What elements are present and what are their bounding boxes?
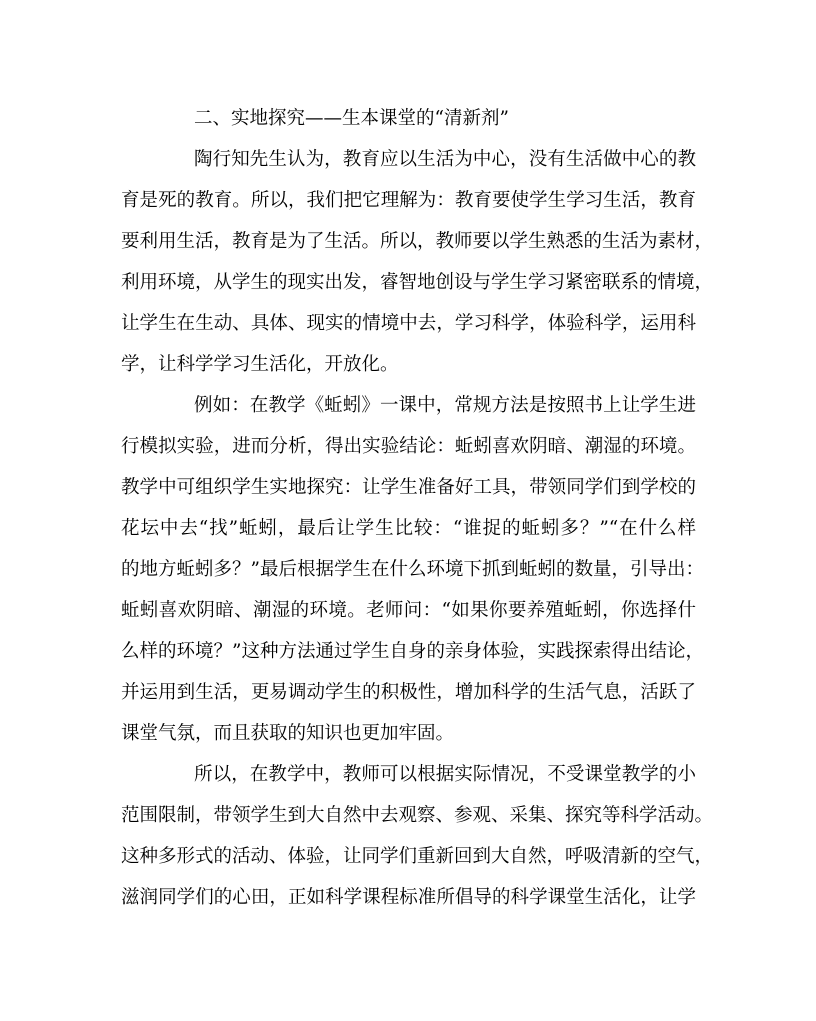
paragraph-line: 滋润同学们的心田，正如科学课程标准所倡导的科学课堂生活化，让学 [121, 887, 696, 908]
paragraph-line: 并运用到生活，更易调动学生的积极性，增加科学的生活气息，活跃了 [121, 682, 696, 703]
paragraph-line: 学，让科学学习生活化，开放化。 [121, 354, 399, 375]
paragraph-line: 利用环境，从学生的现实出发，睿智地创设与学生学习紧密联系的情境， [121, 272, 714, 293]
paragraph-line: 这种多形式的活动、体验，让同学们重新回到大自然，呼吸清新的空气， [121, 846, 714, 867]
paragraph-line: 例如：在教学《蚯蚓》一课中，常规方法是按照书上让学生进 [194, 395, 696, 416]
paragraph-line: 让学生在生动、具体、现实的情境中去，学习科学，体验科学，运用科 [121, 313, 696, 334]
paragraph-line: 么样的环境？”这种方法通过学生自身的亲身体验，实践探索得出结论， [121, 641, 704, 662]
paragraph-line: 育是死的教育。所以，我们把它理解为：教育要使学生学习生活，教育 [121, 190, 696, 211]
section-heading: 二、实地探究——生本课堂的“清新剂” [194, 108, 509, 129]
paragraph-line: 花坛中去“找”蚯蚓，最后让学生比较：“谁捉的蚯蚓多？”“在什么样 [121, 518, 696, 539]
paragraph-line: 教学中可组织学生实地探究：让学生准备好工具，带领同学们到学校的 [121, 477, 696, 498]
paragraph-line: 所以，在教学中，教师可以根据实际情况，不受课堂教学的小 [194, 764, 696, 785]
paragraph-line: 范围限制，带领学生到大自然中去观察、参观、采集、探究等科学活动。 [121, 805, 714, 826]
paragraph-line: 课堂气氛，而且获取的知识也更加牢固。 [121, 723, 455, 744]
paragraph-line: 蚯蚓喜欢阴暗、潮湿的环境。老师问：“如果你要养殖蚯蚓，你选择什 [121, 600, 696, 621]
paragraph-line: 行模拟实验，进而分析，得出实验结论：蚯蚓喜欢阴暗、潮湿的环境。 [121, 436, 696, 457]
paragraph-line: 的地方蚯蚓多？”最后根据学生在什么环境下抓到蚯蚓的数量，引导出： [121, 559, 704, 580]
paragraph-line: 陶行知先生认为，教育应以生活为中心，没有生活做中心的教 [194, 149, 696, 170]
paragraph-line: 要利用生活，教育是为了生活。所以，教师要以学生熟悉的生活为素材， [121, 231, 714, 252]
